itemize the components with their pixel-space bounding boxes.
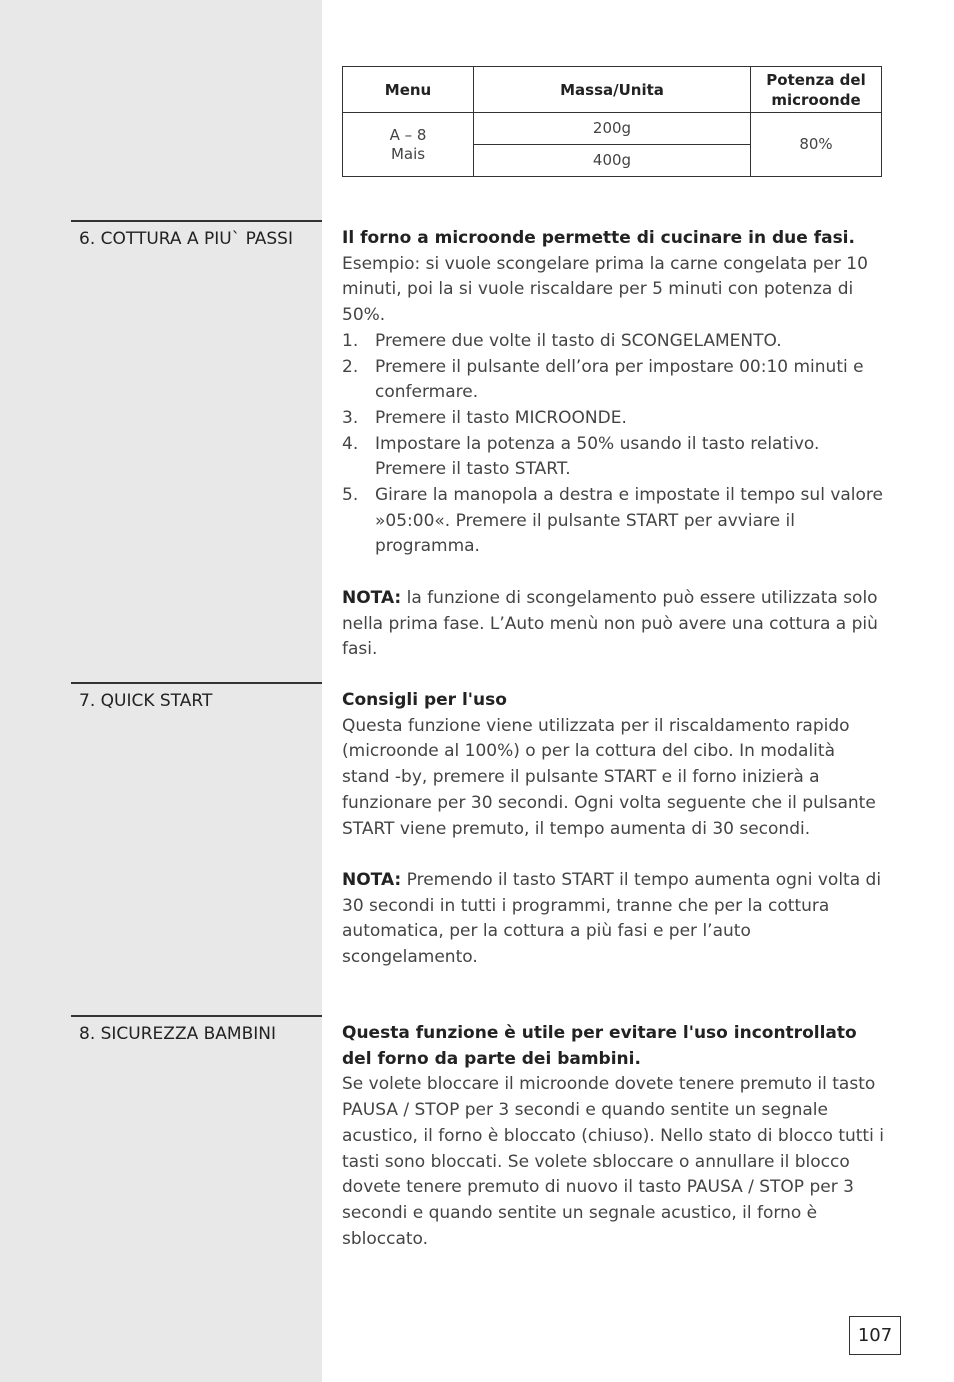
section-body-sicurezza <box>342 1021 887 1252</box>
list-item: 2. Premere il pulsante dell’ora per impostare 00:10 minuti e confermare. <box>342 356 864 403</box>
menu-table <box>342 66 882 177</box>
note-label: NOTA: <box>342 869 402 890</box>
table-cell-power: 80% <box>751 113 882 177</box>
menu-name: Mais <box>390 144 426 163</box>
list-item: 1. Premere due volte il tasto di SCONGELAMENTO. <box>342 330 782 351</box>
section-body-cottura <box>342 226 887 663</box>
table-header-row <box>343 67 882 113</box>
table-header-potenza: Potenza del microonde <box>751 67 882 113</box>
steps-list <box>342 329 887 560</box>
menu-code: A – 8 <box>389 125 427 144</box>
note-label: NOTA: <box>342 587 402 608</box>
list-item: 3. Premere il tasto MICROONDE. <box>342 407 627 428</box>
section-text: Questa funzione viene utilizzata per il riscaldamento rapido (microonde al 100%) o per la cottura del cibo. In modalità stand -by, premere il pulsante START e il forno inizierà a funzionare per 30 secondi. Ogni volta seguente che il pulsante START viene premuto, il tempo aumenta di 30 secondi. <box>342 715 876 839</box>
section-title-cottura: 6. COTTURA A PIU` PASSI <box>79 229 293 249</box>
page-number: 107 <box>849 1316 901 1355</box>
section-note <box>342 868 887 971</box>
table-header-massa: Massa/Unita <box>474 67 751 113</box>
section-lead: Consigli per l'uso <box>342 690 507 710</box>
section-text: Se volete bloccare il microonde dovete tenere premuto il tasto PAUSA / STOP per 3 secondi e quando sentite un segnale acustico, il forno è bloccato (chiuso). Nello stato di blocco tutti i tasti sono bloccati. Se volete sbloccare o annullare il blocco dovete tenere premuto di nuovo il tasto PAUSA / STOP per 3 secondi e quando sentite un segnale acustico, il forno è sbloccato. <box>342 1074 884 1249</box>
note-text: Premendo il tasto START il tempo aumenta ogni volta di 30 secondi in tutti i programmi, tranne che per la cottura automatica, per la cottura a più fasi e per l’auto scongelamento. <box>342 869 882 968</box>
table-cell-menu <box>343 113 474 177</box>
section-intro: Esempio: si vuole scongelare prima la carne congelata per 10 minuti, poi la si vuole riscaldare per 5 minuti con potenza di 50%. <box>342 253 868 326</box>
note-text: la funzione di scongelamento può essere utilizzata solo nella prima fase. L’Auto menù non può avere una cottura a più fasi. <box>342 587 878 660</box>
table-row <box>343 113 882 145</box>
section-divider <box>71 1015 322 1017</box>
table-cell-mass: 400g <box>474 145 751 177</box>
section-divider <box>71 220 322 222</box>
section-body-quick-start <box>342 688 887 971</box>
list-item: 5. Girare la manopola a destra e impostate il tempo sul valore »05:00«. Premere il pulsante START per avviare il programma. <box>342 485 883 557</box>
table-cell-mass: 200g <box>474 113 751 145</box>
section-title-sicurezza: 8. SICUREZZA BAMBINI <box>79 1024 276 1044</box>
table-header-menu: Menu <box>343 67 474 113</box>
section-note <box>342 586 887 663</box>
section-lead: Il forno a microonde permette di cucinare in due fasi. <box>342 228 855 248</box>
section-lead: Questa funzione è utile per evitare l'uso incontrollato del forno da parte dei bambini. <box>342 1023 857 1069</box>
section-divider <box>71 682 322 684</box>
section-title-quick-start: 7. QUICK START <box>79 691 213 711</box>
list-item: 4. Impostare la potenza a 50% usando il tasto relativo. Premere il tasto START. <box>342 433 820 480</box>
